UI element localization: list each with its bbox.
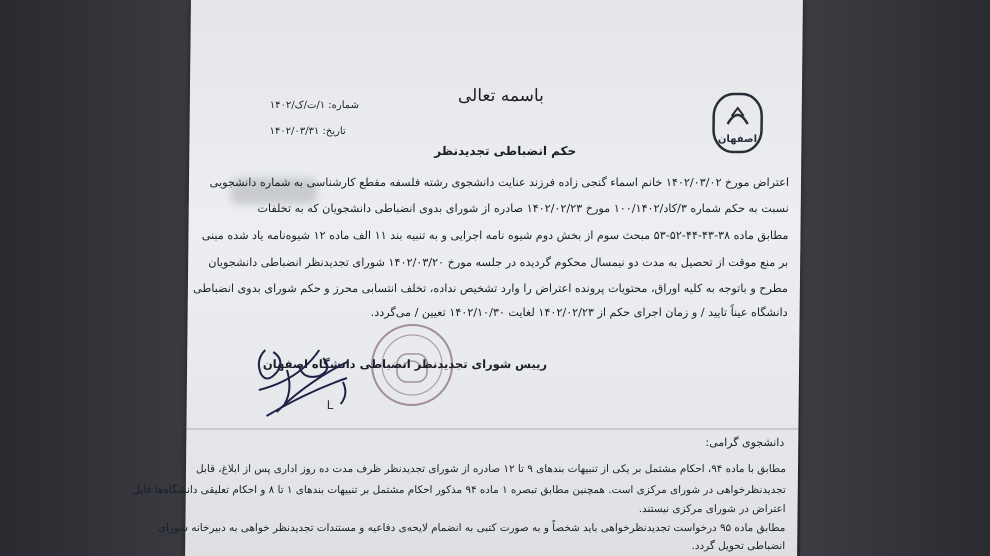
letter-date: تاریخ: ۱۴۰۲/۰۳/۳۱ (269, 126, 346, 137)
signatory-title: رییس شورای تجدیدنظر انضباطی دانشگاه اصفهان (262, 357, 548, 371)
letter-title: حکم انضباطی تجدیدنظر (434, 144, 577, 158)
footer-greeting: دانشجوی گرامی: (705, 436, 785, 449)
letter-number: شماره: ۱/ت/ک/۱۴۰۲ (269, 100, 360, 111)
paper-fold (186, 428, 798, 430)
body-line: دانشگاه عیناً تایید / و زمان اجرای حکم از ۱۴۰۲/۰۲/۲۳ لغایت ۱۴۰۲/۱۰/۳۰ تعیین / می‌گردد. (370, 306, 788, 319)
body-line: مطابق ماده ۳۸-۴۳-۴۴-۵۲-۵۳ مبحث سوم از بخش دوم شیوه نامه اجرایی و به تنبیه بند ۱۱ الف ماده ۱۲ شیوه‌نامه یاد شده مبنی (201, 229, 789, 242)
footer-line: مطابق با ماده ۹۴، احکام مشتمل بر یکی از تنبیهات بندهای ۹ تا ۱۲ صادره از شورای تجدیدنظر ظرف مدت ده روز اداری پس از ابلاغ، قابل (196, 463, 787, 475)
footer-line: مطابق ماده ۹۵ درخواست تجدیدنظرخواهی باید شخصاً و به صورت کتبی به انضمام لایحه‌ی دفاعیه و مستندات تجدیدنظر خواهی به دبیرخانه شورای (157, 522, 786, 534)
letter-page (132, 0, 803, 556)
university-logo-icon (711, 92, 764, 154)
basmala: باسمه تعالی (457, 86, 544, 106)
body-line: مطرح و باتوجه به کلیه اوراق، محتویات پرونده اعتراض را وارد تشخیص نداده، تخلف انتسابی محرز و حکم شورای بدوی انضباطی (193, 282, 788, 295)
handwritten-mark: L (326, 398, 334, 412)
body-line: اعتراض مورخ ۱۴۰۲/۰۳/۰۲ خانم اسماء گنجی زاده فرزند عنایت دانشجوی رشته فلسفه مقطع کارشناسی به شماره دانشجویی (209, 176, 790, 189)
logo-text: اصفهان (717, 134, 758, 145)
body-line: نسبت به حکم شماره ۳/کاد/۱۰۰/۱۴۰۲ مورخ ۱۴۰۲/۰۲/۲۳ صادره از شورای بدوی انضباطی دانشجویان که به تخلفات (257, 202, 789, 215)
footer-line: اعتراض در شورای مرکزی نیستند. (638, 503, 786, 515)
background-left (0, 0, 190, 556)
background-right (800, 0, 990, 556)
footer-line: تجدیدنظرخواهی در شورای مرکزی است. همچنین مطابق تبصره ۱ ماده ۹۴ مذکور احکام مشتمل بر تنبیهات بندهای ۱ تا ۸ و احکام تعلیقی دانشگاه‌ها قابل (132, 484, 786, 496)
handwritten-signature (246, 330, 367, 430)
footer-line: انضباطی تحویل گردد. (691, 540, 786, 552)
body-line: بر منع موقت از تحصیل به مدت دو نیمسال محکوم گردیده در جلسه مورخ ۱۴۰۲/۰۳/۲۰ شورای تجدیدنظر انضباطی دانشجویان (208, 256, 789, 269)
